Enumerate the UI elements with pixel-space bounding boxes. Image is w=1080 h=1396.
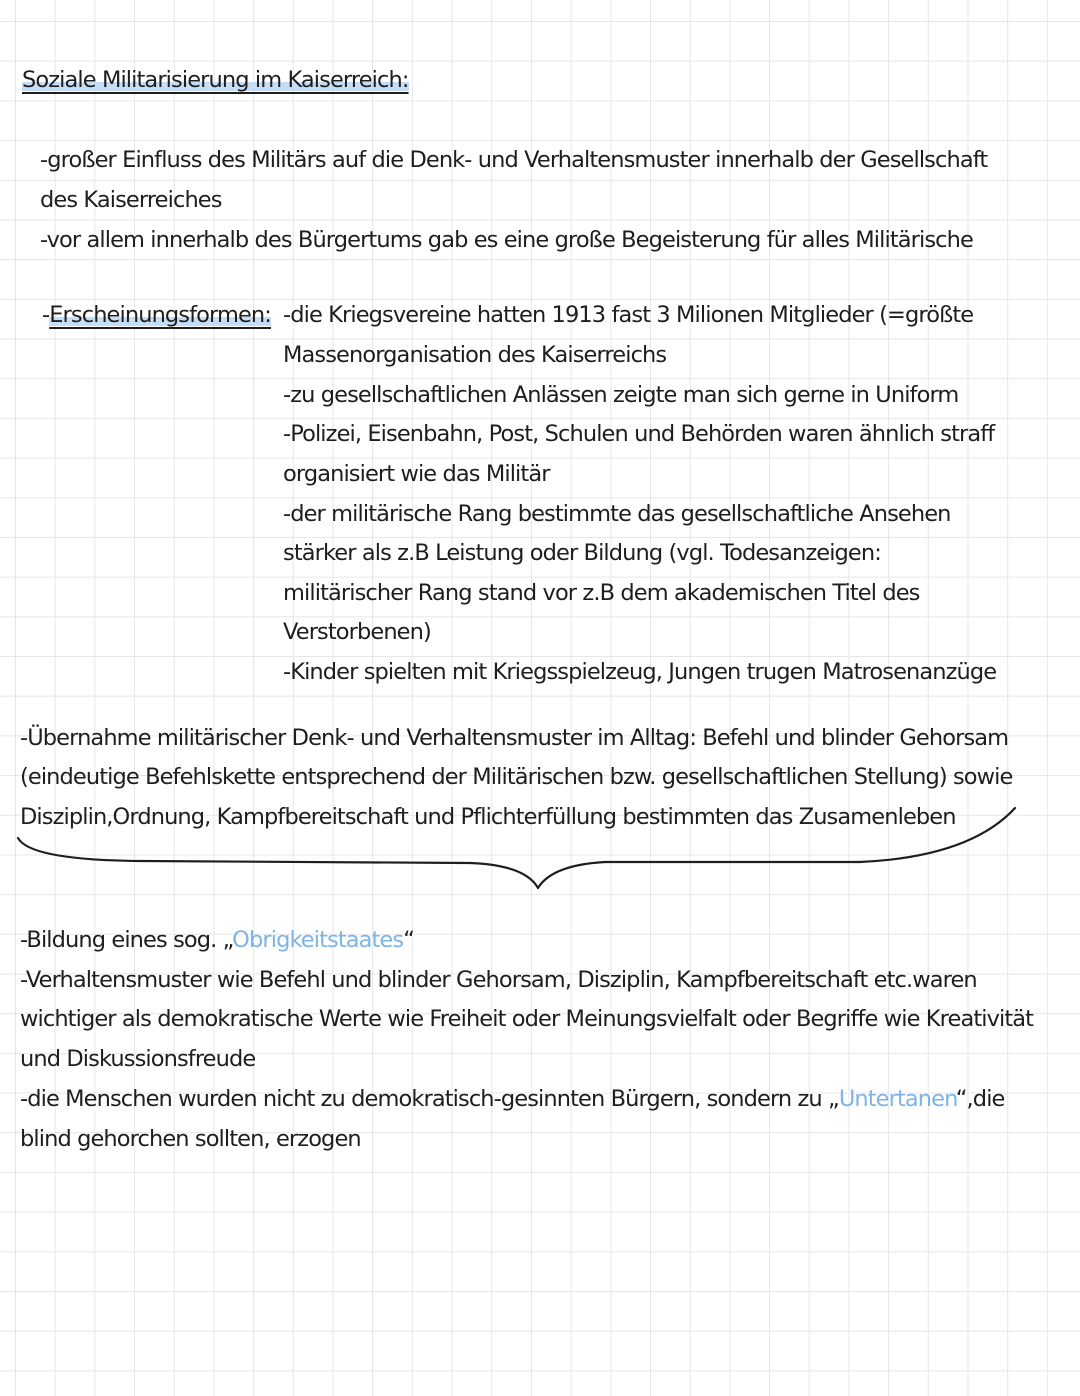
adoption-line-3: Disziplin,Ordnung, Kampfbereitschaft und Pflichterfüllung bestimmten das Zusamenleben: [20, 804, 956, 830]
forms-line-7: stärker als z.B Leistung oder Bildung (vgl. Todesanzeigen:: [283, 540, 881, 566]
term-obrigkeitstaat: Obrigkeitstaates: [232, 927, 404, 953]
forms-heading: [42, 295, 271, 335]
forms-line-9: Verstorbenen): [283, 619, 431, 645]
intro-line-2: des Kaiserreiches: [40, 187, 222, 213]
term-untertanen: Untertanen: [838, 1086, 956, 1112]
forms-label: Erscheinungsformen:: [49, 302, 271, 328]
forms-line-2: Massenorganisation des Kaiserreichs: [283, 342, 667, 368]
result-line-6: blind gehorchen sollten, erzogen: [20, 1126, 361, 1152]
intro-line-1: -großer Einfluss des Militärs auf die Denk- und Verhaltensmuster innerhalb der Gesellschaft: [40, 147, 988, 173]
curly-brace-icon: [0, 800, 1080, 910]
result-line-2: -Verhaltensmuster wie Befehl und blinder Gehorsam, Disziplin, Kampfbereitschaft etc.waren: [20, 967, 977, 993]
forms-prefix: -: [42, 302, 50, 328]
result-line-3: wichtiger als demokratische Werte wie Freiheit oder Meinungsvielfalt oder Begriffe wie Kreativität: [20, 1006, 1034, 1032]
adoption-line-1: -Übernahme militärischer Denk- und Verhaltensmuster im Alltag: Befehl und blinder Gehorsam: [20, 725, 1009, 751]
intro-line-3: -vor allem innerhalb des Bürgertums gab es eine große Begeisterung für alles Militärische: [40, 227, 973, 253]
result-line-5-prefix: -die Menschen wurden nicht zu demokratisch-gesinnten Bürgern, sondern zu „: [20, 1086, 839, 1112]
forms-line-1: -die Kriegsvereine hatten 1913 fast 3 Milionen Mitglieder (=größte: [283, 302, 974, 328]
forms-line-6: -der militärische Rang bestimmte das gesellschaftliche Ansehen: [283, 501, 951, 527]
forms-line-10: -Kinder spielten mit Kriegsspielzeug, Jungen trugen Matrosenanzüge: [283, 659, 997, 685]
forms-line-8: militärischer Rang stand vor z.B dem akademischen Titel des: [283, 580, 920, 606]
forms-line-5: organisiert wie das Militär: [283, 461, 550, 487]
result-line-5-suffix: “,die: [955, 1086, 1005, 1112]
page-title-text: Soziale Militarisierung im Kaiserreich:: [22, 67, 409, 93]
result-line-5: [20, 1079, 1004, 1119]
adoption-line-2: (eindeutige Befehlskette entsprechend der Militärischen bzw. gesellschaftlichen Stellung) sowie: [20, 764, 1013, 790]
forms-line-3: -zu gesellschaftlichen Anlässen zeigte man sich gerne in Uniform: [283, 382, 959, 408]
page-title: [22, 60, 409, 100]
forms-line-4: -Polizei, Eisenbahn, Post, Schulen und Behörden waren ähnlich straff: [283, 421, 995, 447]
result-line-1-suffix: “: [403, 927, 414, 953]
result-line-1: [20, 920, 414, 960]
result-line-4: und Diskussionsfreude: [20, 1046, 256, 1072]
result-line-1-prefix: -Bildung eines sog. „: [20, 927, 233, 953]
